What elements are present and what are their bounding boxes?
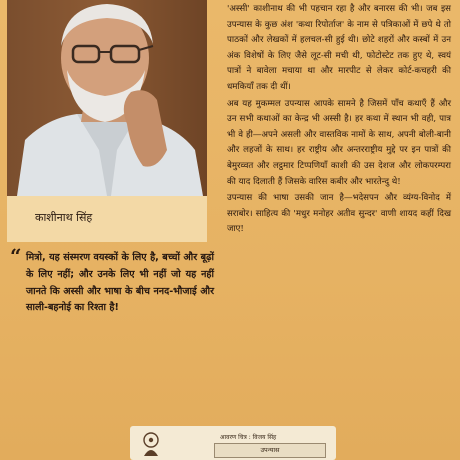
author-name: काशीनाथ सिंह: [35, 211, 93, 224]
quote-mark-icon: “: [10, 244, 22, 268]
blurb-paragraph-3: उपन्यास की भाषा उसकी जान है—भदेसपन और व्यंग्य-विनोद में सराबोर। साहित्य की 'मधुर मनोहर अतीव सुन्दर' वाणी शायद कहीं दिख जाए!: [227, 193, 451, 235]
author-portrait-image: [7, 0, 207, 196]
quote-text: मित्रो, यह संस्मरण वयस्कों के लिए है, बच्चों और बूढ़ों के लिए नहीं; और उनके लिए भी नहीं जो यह नहीं जानते कि अस्सी और भाषा के बीच ननद-भौजाई और साली-बहनोई का रिश्ता है!: [26, 252, 214, 314]
author-photo: [7, 0, 207, 196]
genre-label: उपन्यास: [214, 443, 326, 458]
book-blurb: [227, 2, 451, 239]
author-name-panel: [7, 196, 207, 242]
cover-credit: आवरण चित्र : विजय सिंह: [220, 434, 277, 441]
blurb-paragraph-1: 'अस्सी' काशीनाथ की भी पहचान रहा है और बनारस की भी। जब इस उपन्यास के कुछ अंश 'कथा रिपोर्ताज' के नाम से पत्रिकाओं में छपे थे तो पाठकों और लेखकों में हलचल-सी हुई थी। छोटे शहरों और कस्बों में उन अंक विशेषों के लिए जैसे लूट-सी मची थी, फोटोस्टेट तक हुए थे, स्वयं पात्रों ने बावेला मचाया था और मारपीट से लेकर कोर्ट-कचहरी की धमकियाँ तक दी थीं।: [227, 4, 451, 92]
blurb-paragraph-2: अब यह मुकम्मल उपन्यास आपके सामने है जिसमें पाँच कथाएँ हैं और उन सभी कथाओं का केन्द्र भी अस्सी है। हर कथा में स्थान भी वही, पात्र भी वे ही—अपने असली और वास्तविक नामों के साथ, अपनी बोली-बानी और लहजों के साथ। हर राष्ट्रीय और अन्तरराष्ट्रीय मुद्दे पर इन पात्रों की बेमुरव्वत और लट्ठमार टिप्पणियाँ काशी की उस देशज और लोकपरम्परा की याद दिलाती हैं जिसके वारिस कबीर और भारतेन्दु थे!: [227, 98, 451, 187]
publisher-strip: [130, 426, 336, 460]
publisher-logo-icon: [138, 430, 164, 460]
